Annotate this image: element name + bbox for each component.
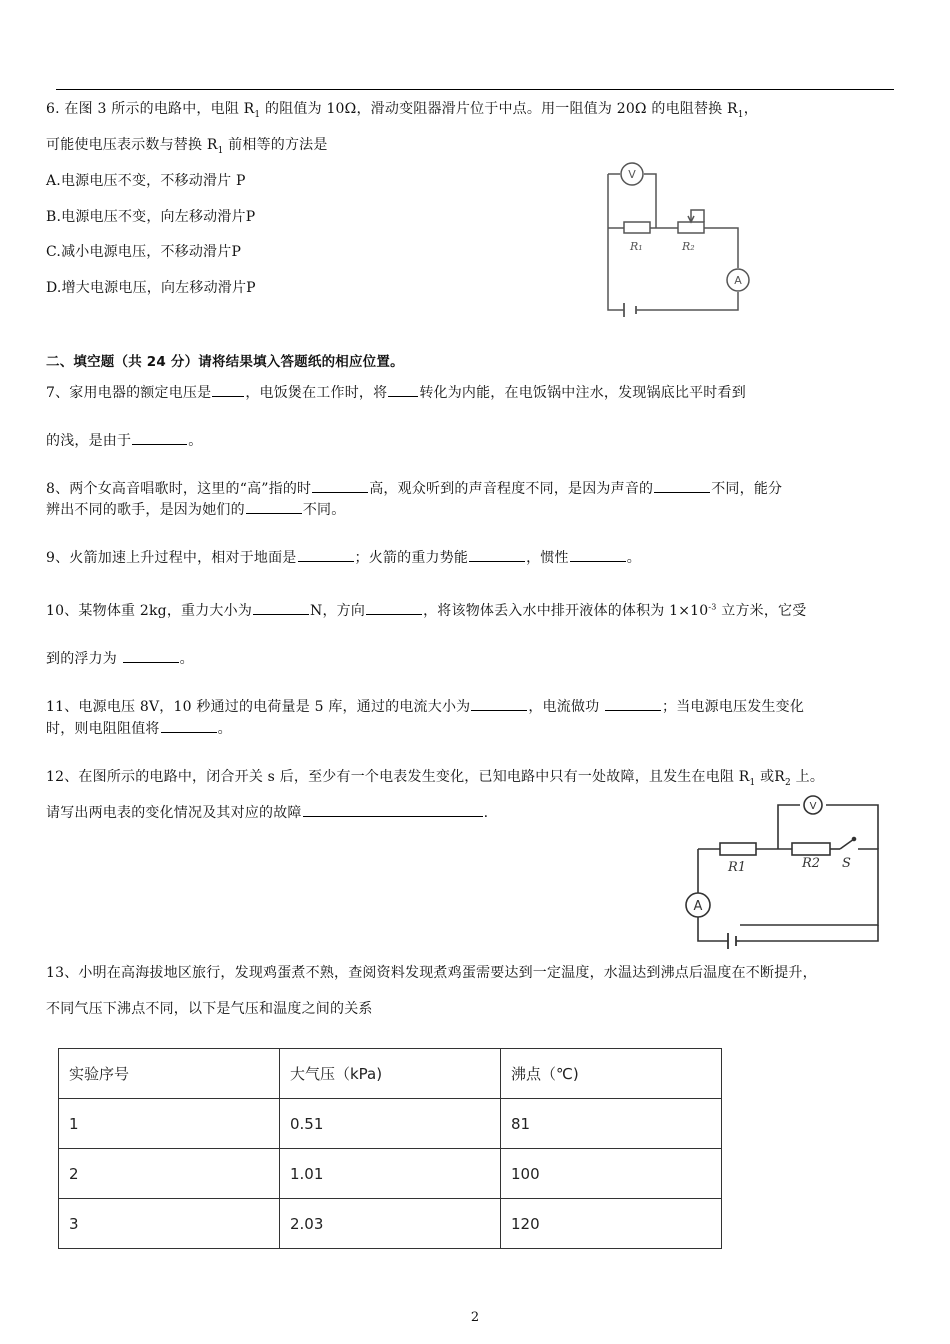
q7-line2: 的浅，是由于 。 xyxy=(46,433,203,449)
table-cell: 0.51 xyxy=(280,1099,501,1149)
switch-label: S xyxy=(842,856,851,871)
table-cell: 3 xyxy=(59,1199,280,1249)
answer-blank[interactable] xyxy=(298,549,354,562)
q13-line1: 13、小明在高海拔地区旅行，发现鸡蛋煮不熟，查阅资料发现煮鸡蛋需要达到一定温度，水温达到沸点后温度在不断提升， xyxy=(46,965,817,981)
q11-line1: 11、电源电压 8V，10 秒通过的电荷量是 5 库，通过的电流大小为 ，电流做功 ；当电源电压发生变化 xyxy=(46,699,805,715)
table-cell: 2 xyxy=(59,1149,280,1199)
q10-line1: 10、某物体重 2kg，重力大小为 N，方向 ，将该物体丢入水中排开液体的体积为 $1\times 10^{-3}$ 立方米，它受 xyxy=(46,602,807,619)
q6-option-d: D.增大电源电压，向左移动滑片P xyxy=(46,280,256,296)
answer-blank[interactable] xyxy=(246,501,302,514)
answer-blank[interactable] xyxy=(161,720,217,733)
table-cell: 2.03 xyxy=(280,1199,501,1249)
answer-blank[interactable] xyxy=(654,480,710,493)
q12-circuit-diagram xyxy=(680,795,885,950)
ammeter-label: A xyxy=(693,899,703,914)
page-number: 2 xyxy=(470,1310,480,1325)
q8-line1: 8、两个女高音唱歌时，这里的“高”指的时 高，观众听到的声音程度不同，是因为声音的 不同，能分 xyxy=(46,481,783,497)
section2-heading: 二、填空题（共 24 分）请将结果填入答题纸的相应位置。 xyxy=(46,354,404,370)
header-rule xyxy=(56,89,894,90)
answer-blank[interactable] xyxy=(123,650,179,663)
table-cell: 100 xyxy=(501,1149,722,1199)
table-row xyxy=(59,1149,722,1199)
q9-line: 9、火箭加速上升过程中，相对于地面是 ；火箭的重力势能 ，惯性 。 xyxy=(46,550,641,566)
q13-line2: 不同气压下沸点不同，以下是气压和温度之间的关系 xyxy=(46,1001,373,1017)
answer-blank[interactable] xyxy=(303,804,483,817)
table-cell: 1.01 xyxy=(280,1149,501,1199)
voltmeter-label: V xyxy=(628,168,636,181)
q6-option-b: B.电源电压不变，向左移动滑片P xyxy=(46,209,256,225)
table-header-cell: 沸点（℃) xyxy=(501,1049,722,1099)
q6-circuit-diagram xyxy=(600,158,760,318)
answer-blank[interactable] xyxy=(471,698,527,711)
answer-blank[interactable] xyxy=(212,384,244,397)
q12-line2: 请写出两电表的变化情况及其对应的故障 . xyxy=(46,805,489,821)
r2-label: R₂ xyxy=(682,240,695,253)
answer-blank[interactable] xyxy=(469,549,525,562)
table-header-cell: 实验序号 xyxy=(59,1049,280,1099)
table-cell: 120 xyxy=(501,1199,722,1249)
q6-option-c: C.减小电源电压，不移动滑片P xyxy=(46,244,242,260)
q10-line2: 到的浮力为 。 xyxy=(46,651,194,667)
voltmeter-label: V xyxy=(809,801,817,812)
answer-blank[interactable] xyxy=(605,698,661,711)
table-cell: 81 xyxy=(501,1099,722,1149)
q6-option-a: A.电源电压不变，不移动滑片 P xyxy=(46,173,246,189)
q12-line1: 12、在图所示的电路中，闭合开关 s 后，至少有一个电表发生变化，已知电路中只有一处故障，且发生在电阻 $R_1$ 或$R_2$ 上。 xyxy=(46,769,825,788)
r2-label: R2 xyxy=(802,856,821,871)
r1-label: R₁ xyxy=(630,240,643,253)
answer-blank[interactable] xyxy=(366,602,422,615)
q11-line2: 时，则电阻阻值将 。 xyxy=(46,721,232,737)
answer-blank[interactable] xyxy=(132,432,187,445)
table-cell: 1 xyxy=(59,1099,280,1149)
table-header-cell: 大气压（kPa) xyxy=(280,1049,501,1099)
q8-line2: 辨出不同的歌手，是因为她们的 不同。 xyxy=(46,502,346,518)
answer-blank[interactable] xyxy=(388,384,418,397)
table-row xyxy=(59,1099,722,1149)
table-row xyxy=(59,1199,722,1249)
answer-blank[interactable] xyxy=(253,602,309,615)
q7-line1: 7、家用电器的额定电压是 ，电饭煲在工作时，将 转化为内能，在电饭锅中注水，发现锅底比平时看到 xyxy=(46,385,746,401)
answer-blank[interactable] xyxy=(312,480,368,493)
q6-line1: 6. 在图 3 所示的电路中，电阻 $R_1$ 的阻值为 10Ω，滑动变阻器滑片位于中点。用一阻值为 20Ω 的电阻替换 $R_1$， xyxy=(46,101,758,120)
r1-label: R1 xyxy=(728,860,747,875)
pressure-boiling-table xyxy=(58,1048,722,1249)
q6-line2: 可能使电压表示数与替换 $R_1$ 前相等的方法是 xyxy=(46,137,328,156)
table-header-row xyxy=(59,1049,722,1099)
answer-blank[interactable] xyxy=(570,549,626,562)
ammeter-label: A xyxy=(734,274,742,287)
